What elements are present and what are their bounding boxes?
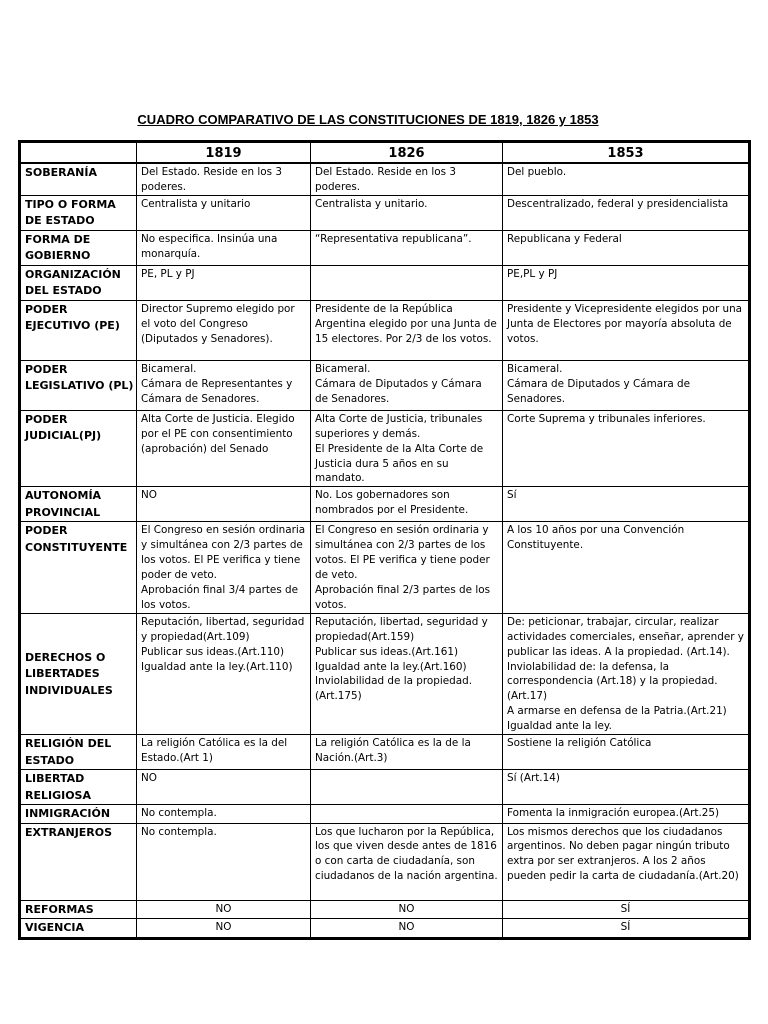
cell-1853 — [503, 613, 750, 734]
cell-text: Del Estado. Reside en los 3 poderes. — [141, 166, 282, 193]
comparison-table — [18, 140, 751, 940]
cell-1826 — [311, 230, 503, 265]
table-header-row — [20, 142, 750, 164]
cell-text: NO — [398, 902, 415, 915]
row-label — [20, 919, 137, 939]
cell-1853 — [503, 360, 750, 410]
table-row — [20, 410, 750, 487]
table-row — [20, 360, 750, 410]
cell-text: SÍ — [620, 921, 631, 934]
table-row — [20, 230, 750, 265]
row-label — [20, 522, 137, 613]
table-row — [20, 300, 750, 360]
cell-text: El Congreso en sesión ordinaria y simultánea con 2/3 partes de los votos. El PE verifica y tiene poder de veto. — [141, 524, 306, 582]
cell-1853 — [503, 522, 750, 613]
cell-1826 — [311, 823, 503, 900]
row-label-text: PODER JUDICIAL(PJ) — [25, 412, 102, 443]
row-label — [20, 230, 137, 265]
cell-text: Igualdad ante la ley.(Art.110) — [141, 660, 293, 673]
table-body — [20, 163, 750, 938]
cell-text: Descentralizado, federal y presidencialista — [507, 197, 729, 210]
cell-1826 — [311, 613, 503, 734]
row-label-text: DERECHOS O LIBERTADES INDIVIDUALES — [25, 650, 113, 697]
cell-1819 — [137, 300, 311, 360]
cell-text: A los 10 años por una Convención Constituyente. — [507, 524, 685, 552]
table-row — [20, 919, 750, 939]
cell-text: Alta Corte de Justicia, tribunales superiores y demás. — [315, 412, 483, 440]
row-label-text: PODER CONSTITUYENTE — [25, 524, 128, 554]
cell-text: PE, PL y PJ — [141, 267, 195, 280]
cell-text: Los que lucharon por la República, los que viven desde antes de 1816 o con carta de ciudadanía, son ciudadanos de la nación argentina. — [315, 825, 498, 883]
table-row — [20, 522, 750, 613]
cell-1819 — [137, 487, 311, 522]
row-label-text: VIGENCIA — [25, 921, 85, 935]
table-row — [20, 770, 750, 805]
cell-1853 — [503, 195, 750, 230]
row-label-text: ORGANIZACIÓN DEL ESTADO — [25, 267, 121, 298]
cell-1819 — [137, 613, 311, 734]
row-label-text: FORMA DE GOBIERNO — [25, 232, 91, 263]
table-row — [20, 900, 750, 919]
table-row — [20, 195, 750, 230]
table-row — [20, 823, 750, 900]
table-row — [20, 805, 750, 824]
cell-1826 — [311, 900, 503, 919]
cell-text: No contempla. — [141, 825, 217, 838]
row-label-text: AUTONOMÍA PROVINCIAL — [25, 489, 102, 519]
cell-text: Aprobación final 2/3 partes de los votos. — [315, 583, 490, 611]
cell-text: Del pueblo. — [507, 166, 567, 178]
row-label — [20, 265, 137, 300]
table-row — [20, 163, 750, 195]
table-row — [20, 487, 750, 522]
row-label-text: EXTRANJEROS — [25, 825, 113, 839]
cell-text: “Representativa republicana”. — [315, 232, 472, 245]
cell-text: Inviolabilidad de: la defensa, la correspondencia (Art.18) y la propiedad.(Art.17) — [507, 660, 718, 703]
cell-text: NO — [215, 902, 232, 915]
cell-text: El Congreso en sesión ordinaria y simultánea con 2/3 partes de los votos. El PE verifica y tiene poder de veto. — [315, 524, 490, 582]
cell-1819 — [137, 195, 311, 230]
cell-text: Igualdad ante la ley. — [507, 720, 612, 733]
cell-1826 — [311, 919, 503, 939]
cell-1853 — [503, 265, 750, 300]
cell-text: Presidente y Vicepresidente elegidos por una Junta de Electores por mayoría absoluta de votos. — [507, 302, 743, 345]
cell-1819 — [137, 735, 311, 770]
cell-1826 — [311, 360, 503, 410]
row-label-text: TIPO O FORMA DE ESTADO — [25, 197, 116, 228]
cell-1819 — [137, 522, 311, 613]
cell-text: Sí (Art.14) — [507, 772, 560, 785]
cell-1819 — [137, 360, 311, 410]
cell-1819 — [137, 230, 311, 265]
cell-text: Igualdad ante la ley.(Art.160) — [315, 660, 467, 673]
cell-text: Director Supremo elegido por el voto del Congreso (Diputados y Senadores). — [141, 302, 295, 345]
row-label — [20, 410, 137, 487]
cell-text: Centralista y unitario — [141, 197, 251, 210]
cell-1819 — [137, 823, 311, 900]
cell-text: Cámara de Diputados y Cámara de Senadores. — [315, 377, 482, 405]
row-label-text: LIBERTAD RELIGIOSA — [25, 772, 91, 802]
cell-1819 — [137, 900, 311, 919]
cell-text: A armarse en defensa de la Patria.(Art.21) — [507, 705, 727, 718]
cell-text: Corte Suprema y tribunales inferiores. — [507, 412, 706, 425]
cell-text: No. Los gobernadores son nombrados por el Presidente. — [315, 489, 469, 517]
cell-1826 — [311, 487, 503, 522]
row-label-text: REFORMAS — [25, 902, 94, 916]
table-row — [20, 613, 750, 734]
row-label — [20, 163, 137, 195]
cell-1826 — [311, 163, 503, 195]
cell-text: NO — [141, 489, 157, 502]
cell-text: Bicameral. — [141, 362, 197, 375]
cell-1853 — [503, 805, 750, 824]
column-header — [20, 142, 137, 164]
cell-1853 — [503, 410, 750, 487]
cell-1853 — [503, 230, 750, 265]
cell-text: NO — [215, 921, 232, 934]
cell-text: La religión Católica es la de la Nación.(Art.3) — [315, 737, 471, 764]
row-label — [20, 613, 137, 734]
cell-text: Publicar sus ideas.(Art.161) — [315, 645, 459, 658]
cell-text: Cámara de Representantes y Cámara de Senadores. — [141, 377, 293, 405]
document-title: CUADRO COMPARATIVO DE LAS CONSTITUCIONES DE 1819, 1826 y 1853 — [137, 112, 599, 127]
cell-1853 — [503, 735, 750, 770]
cell-text: NO — [398, 921, 415, 934]
cell-text: No contempla. — [141, 807, 217, 820]
row-label — [20, 735, 137, 770]
cell-1853 — [503, 919, 750, 939]
cell-text: Los mismos derechos que los ciudadanos argentinos. No deben pagar ningún tributo extra por ser extranjeros. A los 2 años pueden pedir la carta de ciudadanía.(Art.20) — [507, 825, 739, 883]
table-row — [20, 265, 750, 300]
cell-1853 — [503, 900, 750, 919]
cell-text: Del Estado. Reside en los 3 poderes. — [315, 166, 456, 193]
cell-text: Reputación, libertad, seguridad y propiedad(Art.159) — [315, 615, 488, 643]
cell-text: Reputación, libertad, seguridad y propiedad(Art.109) — [141, 615, 305, 643]
column-header: 1826 — [311, 142, 503, 164]
cell-1819 — [137, 265, 311, 300]
row-label-text: PODER EJECUTIVO (PE) — [25, 302, 120, 333]
cell-text: NO — [141, 772, 157, 785]
cell-1826 — [311, 770, 503, 805]
cell-1826 — [311, 735, 503, 770]
cell-text: Sí — [507, 489, 517, 502]
cell-text: Bicameral. — [507, 362, 563, 375]
cell-text: Publicar sus ideas.(Art.110) — [141, 645, 285, 658]
cell-text: SÍ — [620, 902, 631, 915]
row-label — [20, 300, 137, 360]
cell-1826 — [311, 265, 503, 300]
table-row — [20, 735, 750, 770]
cell-1853 — [503, 487, 750, 522]
cell-text: PE,PL y PJ — [507, 267, 558, 280]
cell-1853 — [503, 823, 750, 900]
column-header: 1819 — [137, 142, 311, 164]
cell-1853 — [503, 770, 750, 805]
cell-text: No especifica. Insinúa una monarquía. — [141, 232, 278, 260]
cell-1826 — [311, 195, 503, 230]
cell-1819 — [137, 410, 311, 487]
row-label-text: RELIGIÓN DEL ESTADO — [25, 737, 112, 767]
cell-text: Bicameral. — [315, 362, 371, 375]
row-label — [20, 487, 137, 522]
cell-1819 — [137, 805, 311, 824]
cell-1826 — [311, 410, 503, 487]
row-label — [20, 900, 137, 919]
cell-text: Centralista y unitario. — [315, 197, 428, 210]
cell-text: El Presidente de la Alta Corte de Justicia dura 5 años en su mandato. — [315, 442, 484, 485]
row-label-text: SOBERANÍA — [25, 166, 97, 179]
cell-1826 — [311, 805, 503, 824]
cell-text: La religión Católica es la del Estado.(Art 1) — [141, 737, 288, 764]
cell-text: Republicana y Federal — [507, 232, 622, 245]
cell-1853 — [503, 163, 750, 195]
cell-text: Inviolabilidad de la propiedad.(Art.175) — [315, 675, 472, 703]
cell-text: Sostiene la religión Católica — [507, 737, 652, 750]
cell-1819 — [137, 919, 311, 939]
cell-1819 — [137, 163, 311, 195]
row-label — [20, 360, 137, 410]
row-label — [20, 823, 137, 900]
row-label — [20, 770, 137, 805]
cell-text: Aprobación final 3/4 partes de los votos. — [141, 583, 299, 611]
cell-text: Cámara de Diputados y Cámara de Senadores. — [507, 377, 691, 405]
cell-1826 — [311, 300, 503, 360]
row-label-text: INMIGRACIÓN — [25, 807, 111, 821]
column-header: 1853 — [503, 142, 750, 164]
cell-text: Fomenta la inmigración europea.(Art.25) — [507, 807, 720, 820]
cell-1819 — [137, 770, 311, 805]
cell-1853 — [503, 300, 750, 360]
cell-text: De: peticionar, trabajar, circular, realizar actividades comerciales, enseñar, aprender y publicar las ideas. A la propiedad. (Art.14). — [507, 615, 744, 658]
row-label-text: PODER LEGISLATIVO (PL) — [25, 362, 134, 393]
row-label — [20, 195, 137, 230]
cell-text: Presidente de la República Argentina elegido por una Junta de 15 electores. Por 2/3 de los votos. — [315, 302, 497, 345]
cell-text: Alta Corte de Justicia. Elegido por el PE con consentimiento (aprobación) del Senado — [141, 412, 295, 455]
cell-1826 — [311, 522, 503, 613]
row-label — [20, 805, 137, 824]
